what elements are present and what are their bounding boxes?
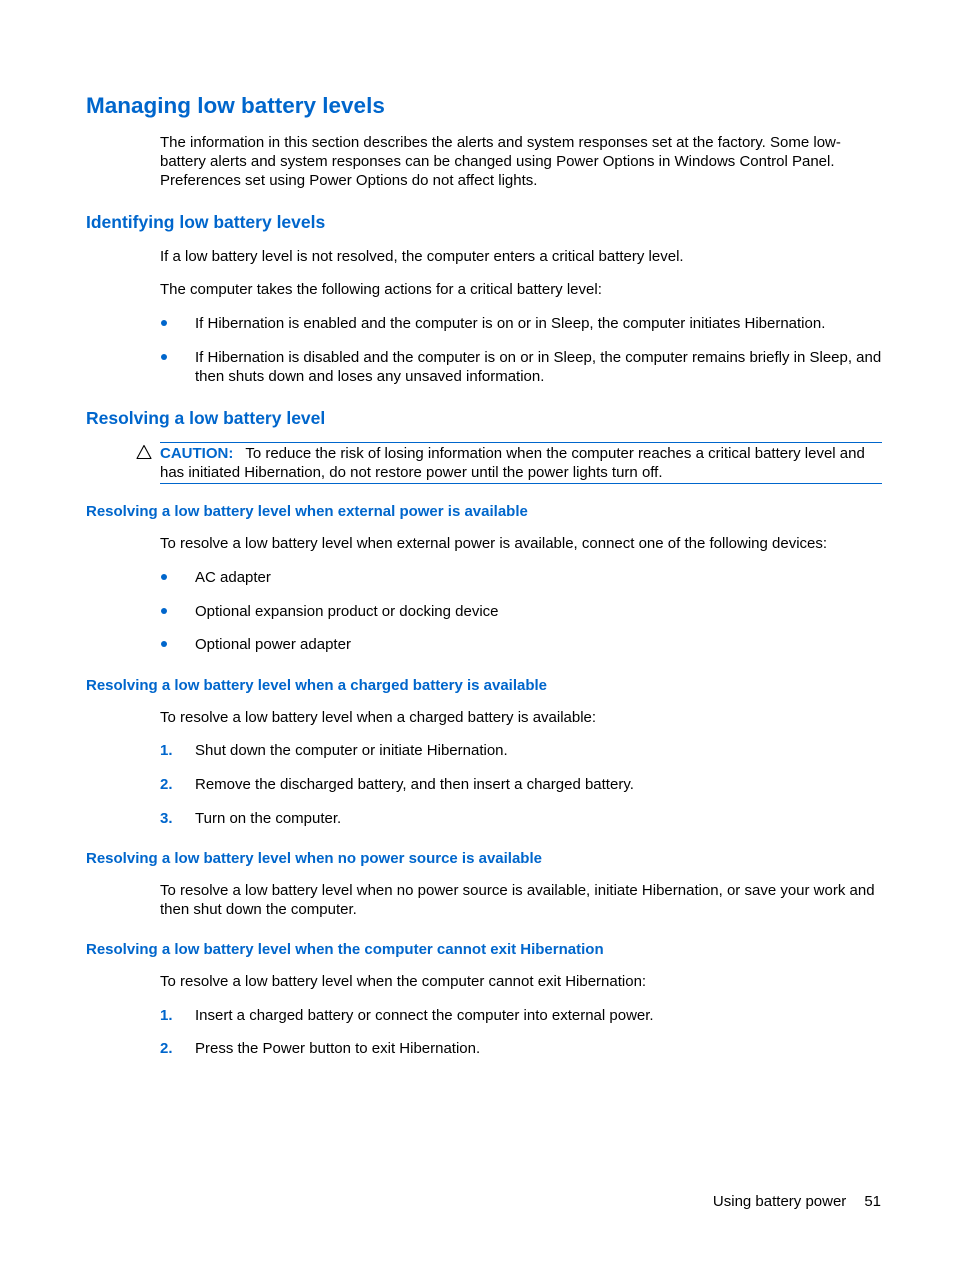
caution-text: To reduce the risk of losing information when the computer reaches a critical battery level and has initiated Hibernation, do not restore power until the power lights turn off. bbox=[160, 445, 865, 481]
intro-paragraph: The information in this section describes the alerts and system responses set at the factory. Some low-battery alerts and system responses can be changed using Power Options in Windows Control Panel. Preferences set using Power Options do not affect lights. bbox=[160, 134, 841, 189]
step-number: 1. bbox=[160, 1007, 173, 1024]
caution-box bbox=[160, 442, 882, 484]
subsection-heading-no-power: Resolving a low battery level when no power source is available bbox=[86, 850, 542, 867]
page-number: 51 bbox=[864, 1193, 881, 1210]
paragraph: To resolve a low battery level when no power source is available, initiate Hibernation, or save your work and then shut down the computer. bbox=[160, 882, 875, 918]
section-heading-resolving: Resolving a low battery level bbox=[86, 408, 326, 428]
bullet-dot-icon bbox=[161, 354, 167, 360]
list-item-text: Turn on the computer. bbox=[195, 810, 342, 827]
paragraph: If a low battery level is not resolved, the computer enters a critical battery level. bbox=[160, 248, 684, 265]
list-item-text: Press the Power button to exit Hibernation. bbox=[195, 1040, 481, 1057]
list-item-text: If Hibernation is enabled and the computer is on or in Sleep, the computer initiates Hibernation. bbox=[195, 315, 826, 332]
list-item-text: Optional expansion product or docking device bbox=[195, 603, 499, 620]
bullet-dot-icon bbox=[161, 641, 167, 647]
subsection-heading-external: Resolving a low battery level when external power is available bbox=[86, 503, 528, 520]
list-item-text: AC adapter bbox=[195, 569, 271, 586]
paragraph: To resolve a low battery level when external power is available, connect one of the following devices: bbox=[160, 535, 828, 552]
paragraph: The computer takes the following actions for a critical battery level: bbox=[160, 281, 602, 298]
step-number: 2. bbox=[160, 1040, 173, 1057]
section-heading-identifying: Identifying low battery levels bbox=[86, 212, 326, 232]
subsection-heading-charged: Resolving a low battery level when a charged battery is available bbox=[86, 677, 548, 694]
list-item-text: Shut down the computer or initiate Hibernation. bbox=[195, 742, 508, 759]
footer-section-title: Using battery power bbox=[712, 1193, 847, 1210]
page-footer bbox=[713, 1193, 881, 1210]
page-title: Managing low battery levels bbox=[86, 93, 385, 118]
list-item-text: Insert a charged battery or connect the computer into external power. bbox=[195, 1007, 654, 1024]
paragraph: To resolve a low battery level when a charged battery is available: bbox=[160, 709, 597, 726]
list-item-text: Remove the discharged battery, and then insert a charged battery. bbox=[195, 776, 634, 793]
list-item-text: If Hibernation is disabled and the computer is on or in Sleep, the computer remains briefly in Sleep, and then shuts down and loses any unsaved information. bbox=[195, 349, 882, 385]
subsection-heading-hibernation: Resolving a low battery level when the computer cannot exit Hibernation bbox=[86, 941, 604, 958]
warning-triangle-icon bbox=[136, 444, 152, 460]
step-number: 3. bbox=[160, 810, 173, 827]
list-item-text: Optional power adapter bbox=[195, 636, 351, 653]
paragraph: To resolve a low battery level when the computer cannot exit Hibernation: bbox=[160, 973, 647, 990]
step-number: 2. bbox=[160, 776, 173, 793]
caution-label: CAUTION: bbox=[160, 445, 234, 462]
step-number: 1. bbox=[160, 742, 173, 759]
bullet-dot-icon bbox=[161, 574, 167, 580]
bullet-dot-icon bbox=[161, 320, 167, 326]
bullet-dot-icon bbox=[161, 608, 167, 614]
